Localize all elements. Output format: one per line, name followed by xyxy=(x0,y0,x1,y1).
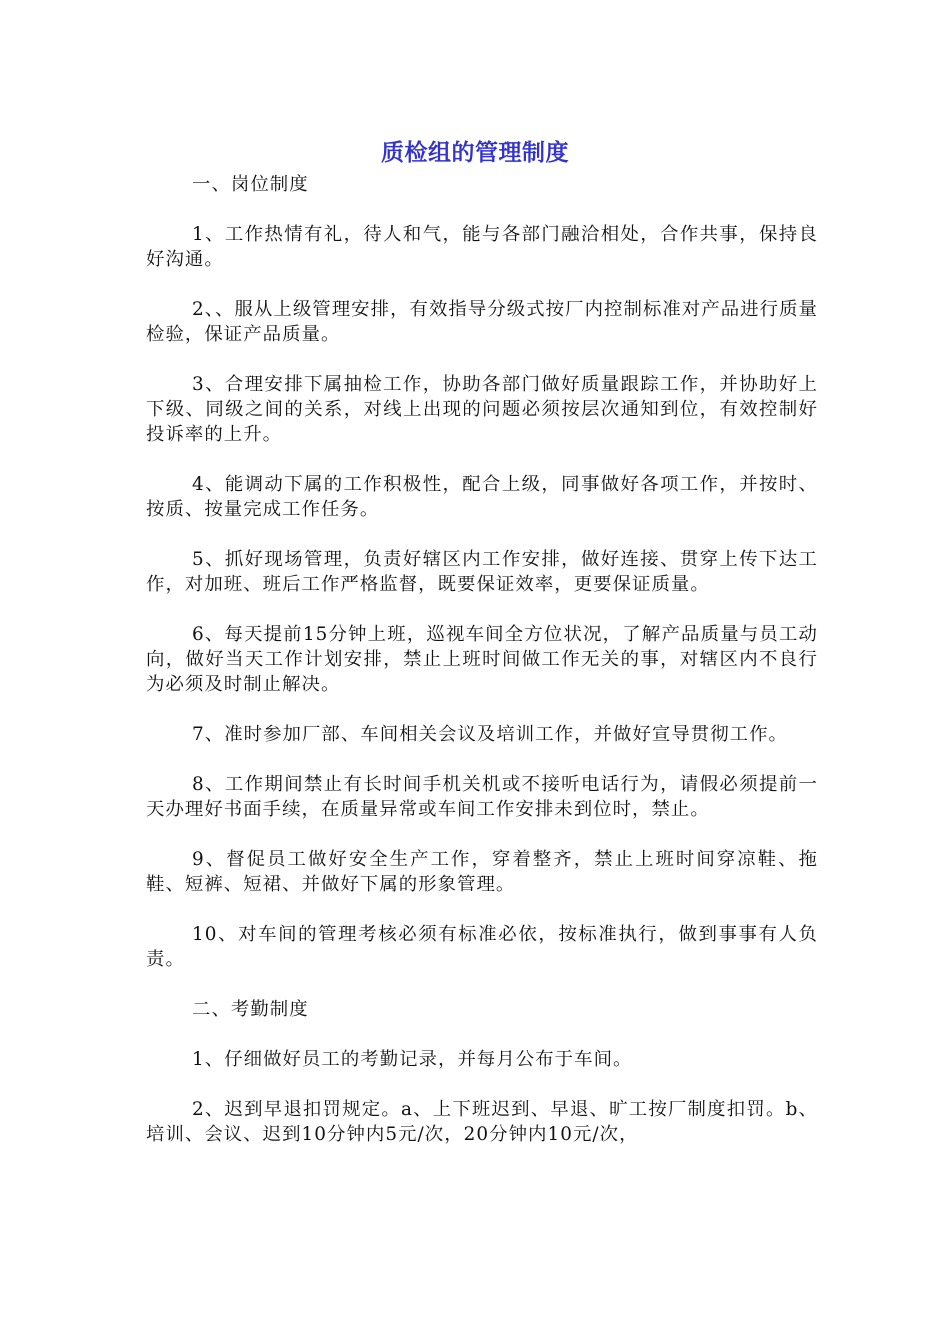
attendance-item: 2、迟到早退扣罚规定。a、上下班迟到、早退、旷工按厂制度扣罚。b、培训、会议、迟到10分钟内5元/次，20分钟内10元/次， xyxy=(146,1099,818,1145)
document-title: 质检组的管理制度 xyxy=(381,140,569,166)
rule-item: 1、工作热情有礼，待人和气，能与各部门融洽相处，合作共事，保持良好沟通。 xyxy=(146,224,818,270)
rule-item: 4、能调动下属的工作积极性，配合上级，同事做好各项工作，并按时、按质、按量完成工作任务。 xyxy=(146,474,818,520)
section-heading-post-rules: 一、岗位制度 xyxy=(192,174,309,195)
document-body xyxy=(146,172,818,1172)
rule-item: 5、抓好现场管理，负责好辖区内工作安排，做好连接、贯穿上传下达工作，对加班、班后工作严格监督，既要保证效率，更要保证质量。 xyxy=(146,549,818,595)
rule-item: 2、、服从上级管理安排，有效指导分级式按厂内控制标准对产品进行质量检验，保证产品质量。 xyxy=(146,299,818,345)
rule-item: 9、督促员工做好安全生产工作，穿着整齐，禁止上班时间穿凉鞋、拖鞋、短裤、短裙、并做好下属的形象管理。 xyxy=(146,849,818,895)
rule-item: 6、每天提前15分钟上班，巡视车间全方位状况，了解产品质量与员工动向，做好当天工作计划安排，禁止上班时间做工作无关的事，对辖区内不良行为必须及时制止解决。 xyxy=(146,624,818,695)
rule-item: 7、准时参加厂部、车间相关会议及培训工作，并做好宣导贯彻工作。 xyxy=(192,724,788,745)
rule-item: 3、合理安排下属抽检工作，协助各部门做好质量跟踪工作，并协助好上下级、同级之间的关系，对线上出现的问题必须按层次通知到位，有效控制好投诉率的上升。 xyxy=(146,374,818,445)
attendance-item: 1、仔细做好员工的考勤记录，并每月公布于车间。 xyxy=(192,1049,633,1070)
section-heading-attendance: 二、考勤制度 xyxy=(192,999,309,1020)
rule-item: 10、对车间的管理考核必须有标准必依，按标准执行，做到事事有人负责。 xyxy=(146,924,818,970)
rule-item: 8、工作期间禁止有长时间手机关机或不接听电话行为，请假必须提前一天办理好书面手续，在质量异常或车间工作安排未到位时，禁止。 xyxy=(146,774,818,820)
